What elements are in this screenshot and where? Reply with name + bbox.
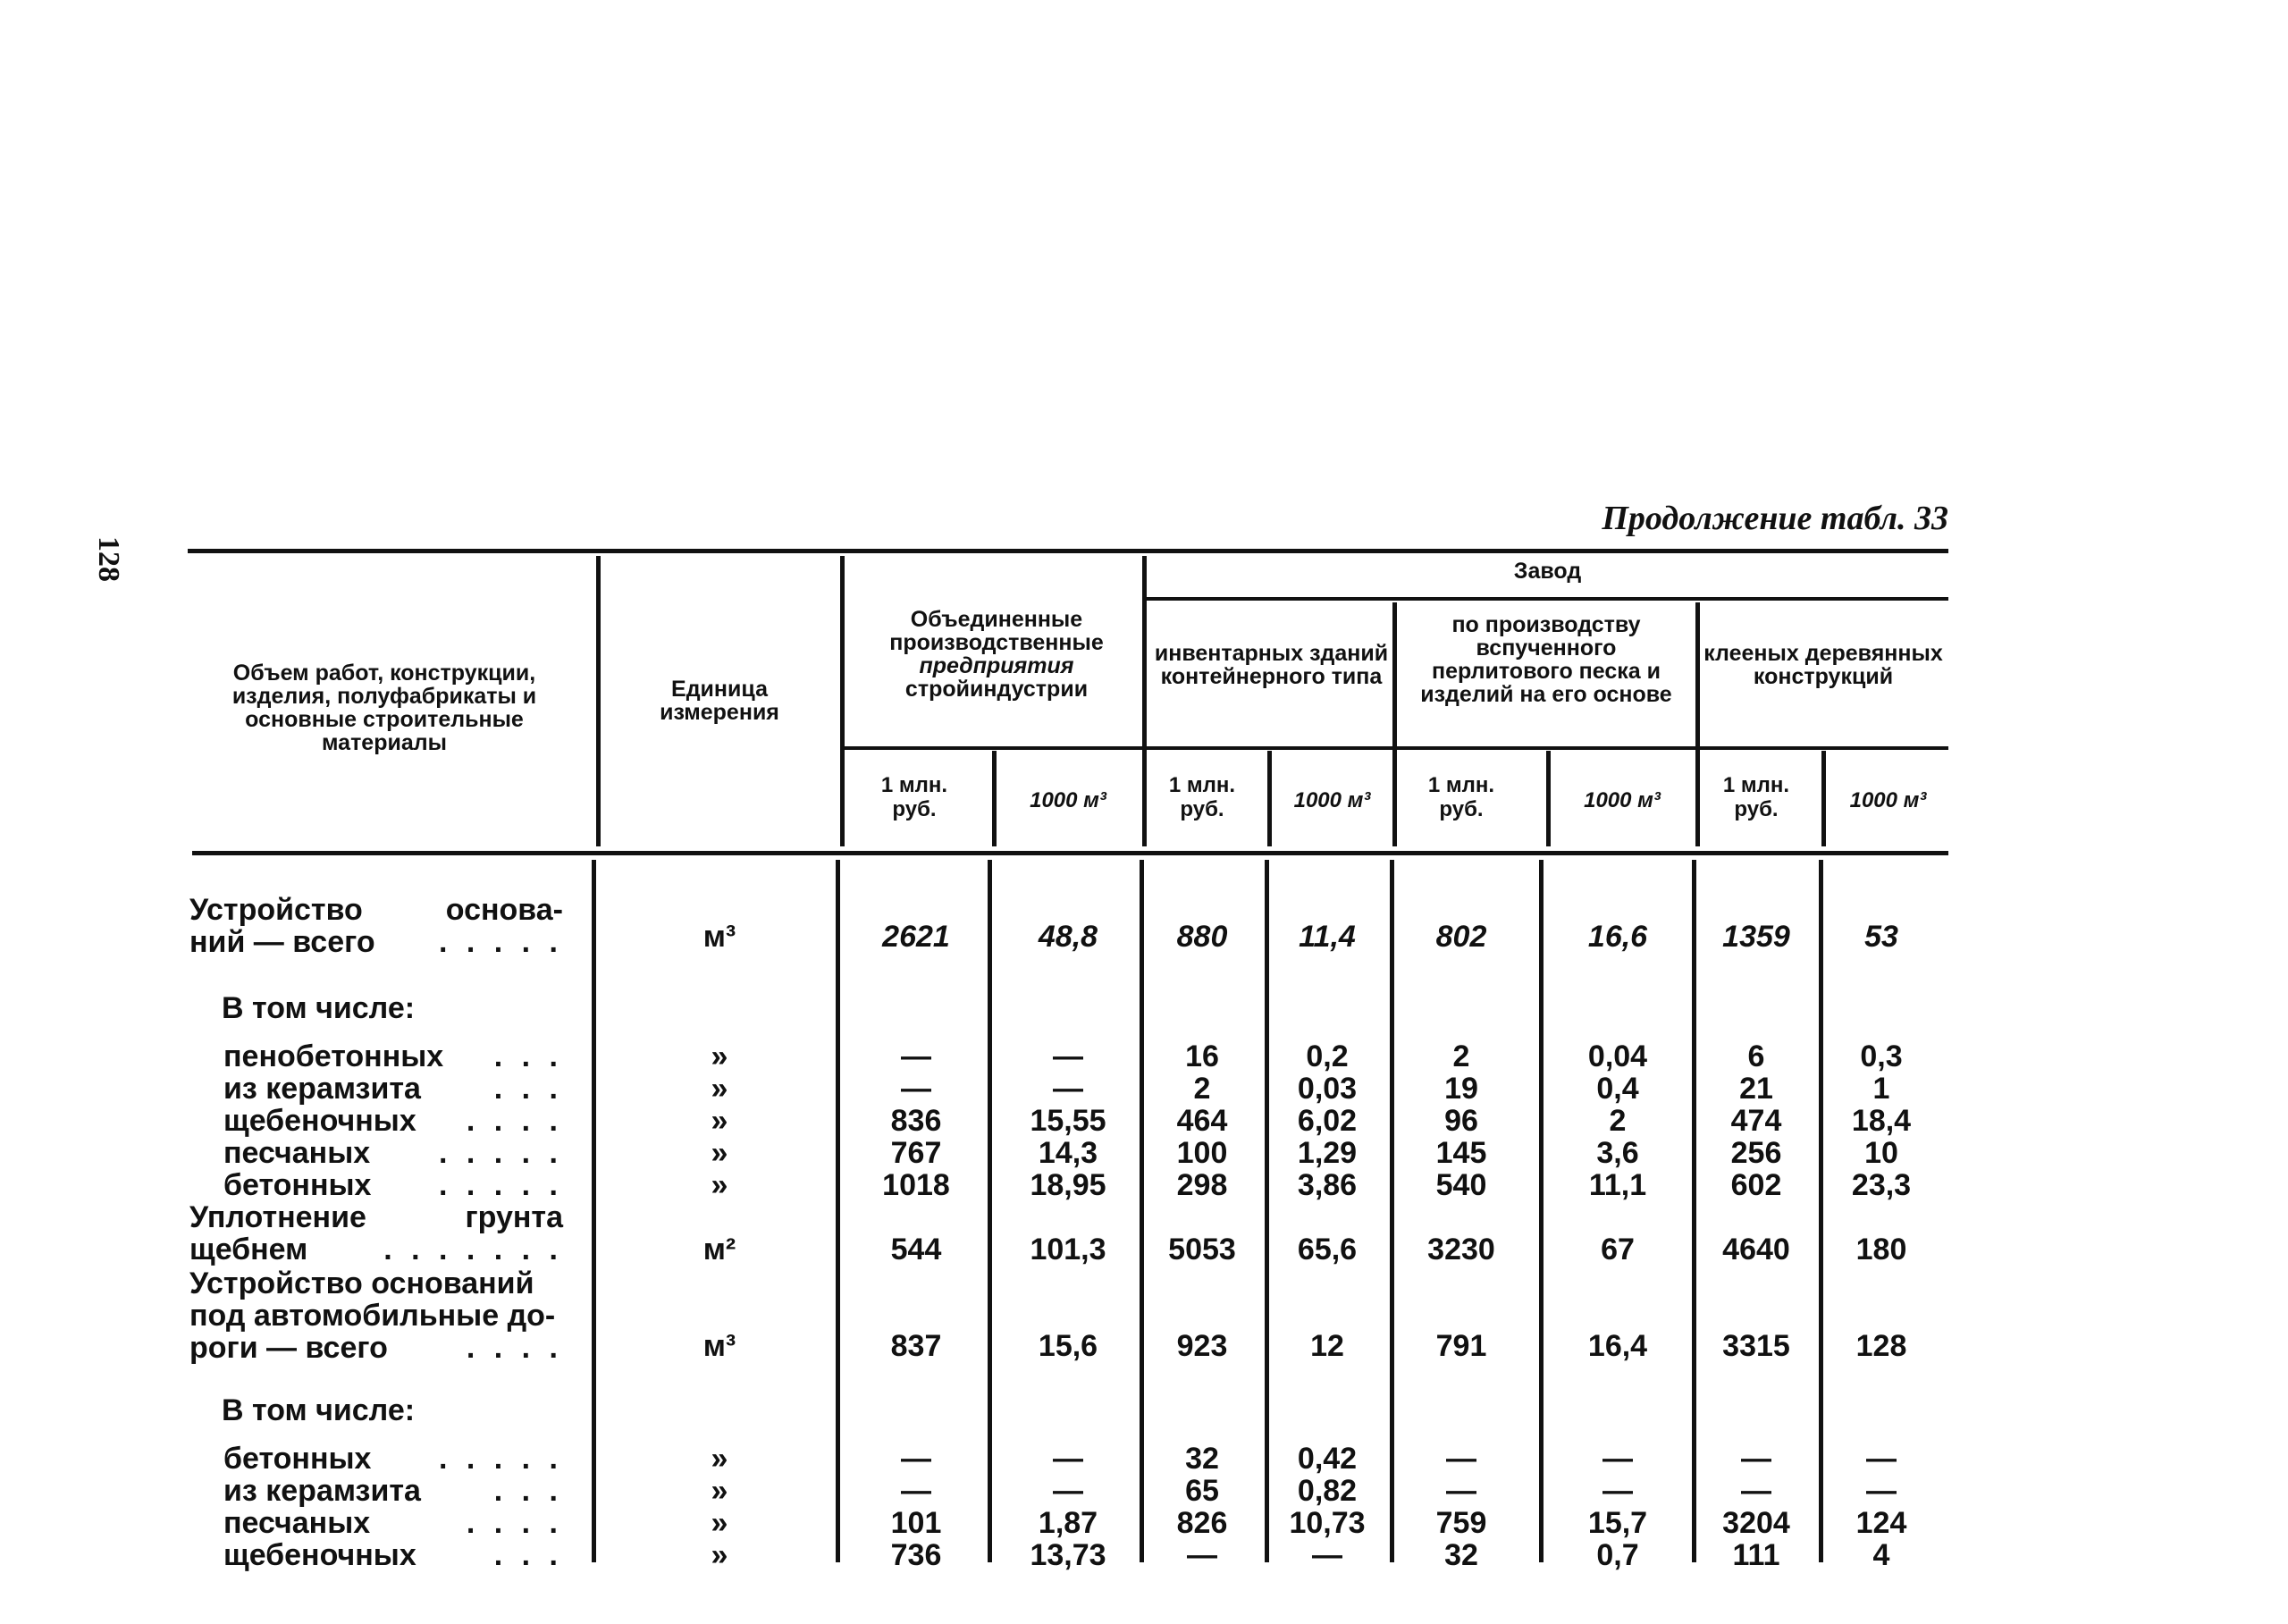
value-cell: 32	[1444, 1538, 1478, 1572]
header-unit: Единица измерения	[660, 677, 779, 725]
value-cell: 474	[1730, 1104, 1782, 1138]
page-number: 128	[92, 536, 125, 582]
zavod-rule	[1147, 597, 1948, 601]
value-cell: 1,29	[1297, 1136, 1358, 1170]
value-cell: 10,73	[1289, 1506, 1366, 1540]
value-cell: 464	[1176, 1104, 1228, 1138]
value-cell: 3315	[1722, 1329, 1790, 1363]
row-label: песчаных . . . .	[223, 1506, 563, 1540]
header-zavod-sub1: инвентарных зданий контейнерного типа	[1154, 641, 1389, 689]
leader-dots: . . .	[493, 1072, 563, 1106]
row-label: щебнем . . . . . . .	[189, 1233, 563, 1266]
value-cell: 180	[1855, 1233, 1907, 1266]
value-cell: —	[1446, 1474, 1476, 1508]
col-rule-9-header	[1821, 751, 1826, 846]
value-cell: 298	[1176, 1168, 1228, 1202]
value-cell: 3230	[1427, 1233, 1495, 1266]
subheader-1000-2: 1000 м³	[1293, 788, 1371, 812]
value-cell: 923	[1176, 1329, 1228, 1363]
unit-cell: »	[711, 1442, 728, 1476]
value-cell: 0,2	[1306, 1039, 1349, 1073]
value-cell: 16	[1185, 1039, 1219, 1073]
unit-cell: »	[711, 1104, 728, 1138]
value-cell: 4	[1872, 1538, 1890, 1572]
col-rule-2-body	[836, 860, 840, 1562]
header-zavod-sub2: по производству вспученного перлитового песка и изделий на его основе	[1420, 612, 1672, 707]
value-cell: 3,86	[1297, 1168, 1358, 1202]
value-cell: 1018	[882, 1168, 950, 1202]
leader-dots: . . . . .	[438, 1168, 563, 1202]
header-work: Объем работ, конструкции, изделия, полуфабрикаты и основные строительные материалы	[231, 661, 537, 755]
leader-dots: . . . .	[466, 1331, 563, 1365]
header-group1	[871, 608, 1122, 701]
value-cell: 15,55	[1030, 1104, 1106, 1138]
value-cell: 101	[890, 1506, 942, 1540]
value-cell: —	[1741, 1442, 1771, 1476]
value-cell: 101,3	[1030, 1233, 1106, 1266]
subheader-mln-1: 1 млн. руб.	[880, 773, 948, 821]
value-cell: 791	[1435, 1329, 1487, 1363]
section-label: В том числе:	[222, 991, 416, 1025]
unit-cell: »	[711, 1072, 728, 1106]
value-cell: 0,82	[1297, 1474, 1358, 1508]
value-cell: 837	[890, 1329, 942, 1363]
col-rule-3-body	[988, 860, 992, 1562]
col-rule-2-header	[840, 556, 845, 846]
value-cell: —	[1053, 1072, 1083, 1106]
row-label: из керамзита . . .	[223, 1072, 563, 1106]
row-label: Уплотнение грунта	[189, 1200, 563, 1234]
leader-dots: . . .	[493, 1039, 563, 1073]
value-cell: —	[901, 1442, 931, 1476]
col-rule-5-header	[1267, 751, 1272, 846]
header-zavod: Завод	[1513, 559, 1582, 584]
unit-cell: м³	[702, 920, 736, 954]
value-cell: 540	[1435, 1168, 1487, 1202]
value-cell: —	[1741, 1474, 1771, 1508]
row-label: ний — всего . . . . .	[189, 925, 563, 959]
value-cell: 15,7	[1587, 1506, 1648, 1540]
value-cell: 18,95	[1030, 1168, 1106, 1202]
table-caption: Продолжение табл. 33	[1602, 500, 1948, 537]
value-cell: —	[1187, 1538, 1217, 1572]
value-cell: —	[1053, 1474, 1083, 1508]
col-rule-3-header	[992, 751, 997, 846]
subheader-mln-3: 1 млн. руб.	[1427, 773, 1495, 821]
row-label: пенобетонных . . .	[223, 1039, 563, 1073]
value-cell: 65	[1185, 1474, 1219, 1508]
row-label: Устройство оснований	[189, 1266, 534, 1300]
value-cell: 0,42	[1297, 1442, 1358, 1476]
value-cell: 3204	[1722, 1506, 1790, 1540]
value-cell: 67	[1601, 1233, 1635, 1266]
value-cell: 32	[1185, 1442, 1219, 1476]
subheader-mln-4: 1 млн. руб.	[1722, 773, 1790, 821]
value-cell: 21	[1739, 1072, 1773, 1106]
row-label: бетонных . . . . .	[223, 1442, 563, 1476]
header-group1-line3: стройиндустрии	[904, 677, 1089, 702]
value-cell: 759	[1435, 1506, 1487, 1540]
value-cell: 65,6	[1297, 1233, 1358, 1266]
col-rule-4-header	[1142, 556, 1147, 846]
unit-cell: м²	[702, 1233, 736, 1266]
value-cell: 16,4	[1587, 1329, 1648, 1363]
subheader-1000-4: 1000 м³	[1849, 788, 1927, 812]
value-cell: 0,4	[1596, 1072, 1639, 1106]
value-cell: 13,73	[1030, 1538, 1106, 1572]
value-cell: —	[901, 1474, 931, 1508]
value-cell: 96	[1444, 1104, 1478, 1138]
subheader-1000-1: 1000 м³	[1030, 788, 1106, 812]
leader-dots: . . . . .	[438, 925, 563, 959]
leader-dots: . . . . .	[438, 1136, 563, 1170]
col-rule-1-body	[592, 860, 596, 1562]
col-rule-6-header	[1392, 602, 1397, 846]
value-cell: 10	[1864, 1136, 1898, 1170]
leader-dots: . . . .	[466, 1104, 563, 1138]
value-cell: 1359	[1722, 920, 1790, 954]
value-cell: —	[1053, 1442, 1083, 1476]
value-cell: 826	[1176, 1506, 1228, 1540]
value-cell: —	[1866, 1442, 1897, 1476]
header-group1-line2: предприятия	[919, 653, 1074, 678]
value-cell: 1,87	[1038, 1506, 1098, 1540]
value-cell: 0,3	[1860, 1039, 1903, 1073]
row-label: Устройство основа-	[189, 893, 563, 927]
row-label: щебеночных . . .	[223, 1538, 563, 1572]
value-cell: —	[901, 1039, 931, 1073]
value-cell: 2621	[882, 920, 950, 954]
unit-cell: »	[711, 1506, 728, 1540]
value-cell: —	[901, 1072, 931, 1106]
value-cell: 14,3	[1038, 1136, 1098, 1170]
subheader-mln-2: 1 млн. руб.	[1168, 773, 1236, 821]
value-cell: 2	[1193, 1072, 1211, 1106]
value-cell: 880	[1176, 920, 1228, 954]
value-cell: 11,4	[1299, 920, 1356, 954]
value-cell: 802	[1435, 920, 1487, 954]
value-cell: —	[1602, 1474, 1633, 1508]
value-cell: —	[1866, 1474, 1897, 1508]
col-rule-7-body	[1539, 860, 1544, 1562]
unit-cell: »	[711, 1474, 728, 1508]
value-cell: 5053	[1168, 1233, 1236, 1266]
unit-cell: м³	[702, 1329, 736, 1363]
value-cell: 16,6	[1587, 920, 1648, 954]
value-cell: 1	[1872, 1072, 1890, 1106]
row-label: роги — всего . . . .	[189, 1331, 563, 1365]
section-label: В том числе:	[222, 1393, 416, 1427]
value-cell: 6,02	[1297, 1104, 1358, 1138]
value-cell: —	[1446, 1442, 1476, 1476]
value-cell: 0,04	[1587, 1039, 1648, 1073]
value-cell: 4640	[1722, 1233, 1790, 1266]
row-label: из керамзита . . .	[223, 1474, 563, 1508]
value-cell: 48,8	[1038, 920, 1098, 954]
subheader-1000-3: 1000 м³	[1584, 788, 1661, 812]
col-rule-7-header	[1546, 751, 1551, 846]
value-cell: —	[1312, 1538, 1342, 1572]
header-bottom-rule	[192, 851, 1948, 855]
value-cell: —	[1602, 1442, 1633, 1476]
value-cell: 23,3	[1851, 1168, 1912, 1202]
value-cell: 145	[1435, 1136, 1487, 1170]
unit-cell: »	[711, 1039, 728, 1073]
unit-cell: »	[711, 1168, 728, 1202]
value-cell: 0,7	[1596, 1538, 1639, 1572]
value-cell: 544	[890, 1233, 942, 1266]
unit-cell: »	[711, 1136, 728, 1170]
value-cell: 124	[1855, 1506, 1907, 1540]
value-cell: 2	[1609, 1104, 1627, 1138]
header-zavod-sub3: клееных деревянных конструкций	[1703, 641, 1943, 689]
row-label: под автомобильные до-	[189, 1299, 556, 1333]
value-cell: 111	[1732, 1538, 1780, 1572]
value-cell: 11,1	[1588, 1168, 1647, 1202]
value-cell: 19	[1444, 1072, 1478, 1106]
col-rule-1-header	[596, 556, 601, 846]
header-group1-line1: Объединенные производственные	[889, 607, 1104, 655]
row-label: песчаных . . . . .	[223, 1136, 563, 1170]
value-cell: 100	[1176, 1136, 1228, 1170]
top-rule	[188, 549, 1948, 553]
value-cell: 128	[1855, 1329, 1907, 1363]
value-cell: 53	[1864, 920, 1898, 954]
row-label: щебеночных . . . .	[223, 1104, 563, 1138]
value-cell: 6	[1747, 1039, 1765, 1073]
value-cell: 2	[1452, 1039, 1470, 1073]
row-label: бетонных . . . . .	[223, 1168, 563, 1202]
value-cell: 836	[890, 1104, 942, 1138]
value-cell: 15,6	[1038, 1329, 1098, 1363]
value-cell: 256	[1730, 1136, 1782, 1170]
col-rule-8-header	[1695, 602, 1700, 846]
value-cell: 18,4	[1851, 1104, 1912, 1138]
leader-dots: . . . . .	[438, 1442, 563, 1476]
leader-dots: . . . .	[466, 1506, 563, 1540]
value-cell: 0,03	[1297, 1072, 1358, 1106]
value-cell: 736	[890, 1538, 942, 1572]
leader-dots: . . . . . . .	[383, 1233, 563, 1266]
value-cell: 767	[890, 1136, 942, 1170]
leader-dots: . . .	[493, 1538, 563, 1572]
value-cell: 602	[1730, 1168, 1782, 1202]
value-cell: —	[1053, 1039, 1083, 1073]
value-cell: 3,6	[1596, 1136, 1639, 1170]
unit-cell: »	[711, 1538, 728, 1572]
leader-dots: . . .	[493, 1474, 563, 1508]
value-cell: 12	[1310, 1329, 1344, 1363]
